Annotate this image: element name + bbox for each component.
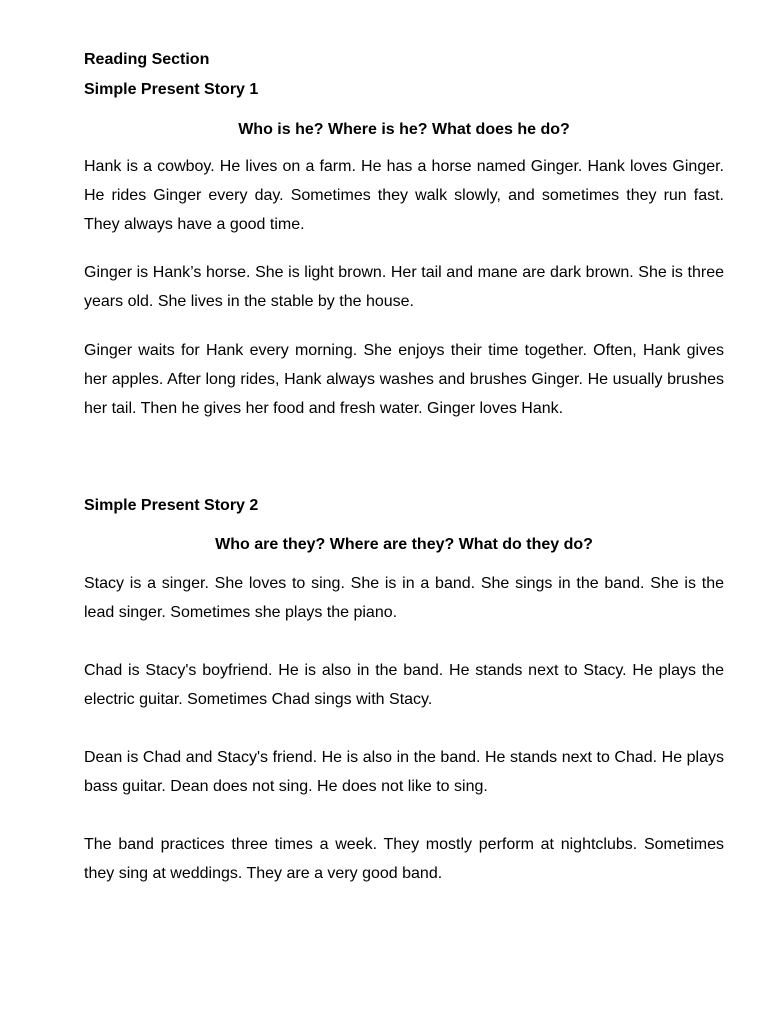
story2-paragraph-4: The band practices three times a week. They mostly perform at nightclubs. Sometimes they sing at weddings. They are a very good band. — [84, 836, 724, 882]
story1-paragraph-2: Ginger is Hank’s horse. She is light brown. Her tail and mane are dark brown. She is three years old. She lives in the stable by the house. — [84, 264, 724, 310]
story2-paragraph-3: Dean is Chad and Stacy's friend. He is also in the band. He stands next to Chad. He plays bass guitar. Dean does not sing. He does not like to sing. — [84, 749, 724, 795]
story1-paragraph-1: Hank is a cowboy. He lives on a farm. He has a horse named Ginger. Hank loves Ginger. He rides Ginger every day. Sometimes they walk slowly, and sometimes they run fast. They always have a good time. — [84, 158, 724, 233]
section-heading: Reading Section — [84, 51, 210, 68]
story2-question: Who are they? Where are they? What do they do? — [215, 536, 593, 553]
story1-question: Who is he? Where is he? What does he do? — [238, 121, 570, 138]
story1-paragraph-3: Ginger waits for Hank every morning. She enjoys their time together. Often, Hank gives her apples. After long rides, Hank always washes and brushes Ginger. He usually brushes her tail. Then he gives her food and fresh water. Ginger loves Hank. — [84, 342, 724, 417]
story2-heading: Simple Present Story 2 — [84, 497, 259, 514]
story1-heading: Simple Present Story 1 — [84, 81, 259, 98]
story2-paragraph-1: Stacy is a singer. She loves to sing. She is in a band. She sings in the band. She is the lead singer. Sometimes she plays the piano. — [84, 575, 724, 621]
story2-paragraph-2: Chad is Stacy's boyfriend. He is also in the band. He stands next to Stacy. He plays the electric guitar. Sometimes Chad sings with Stacy. — [84, 662, 724, 708]
